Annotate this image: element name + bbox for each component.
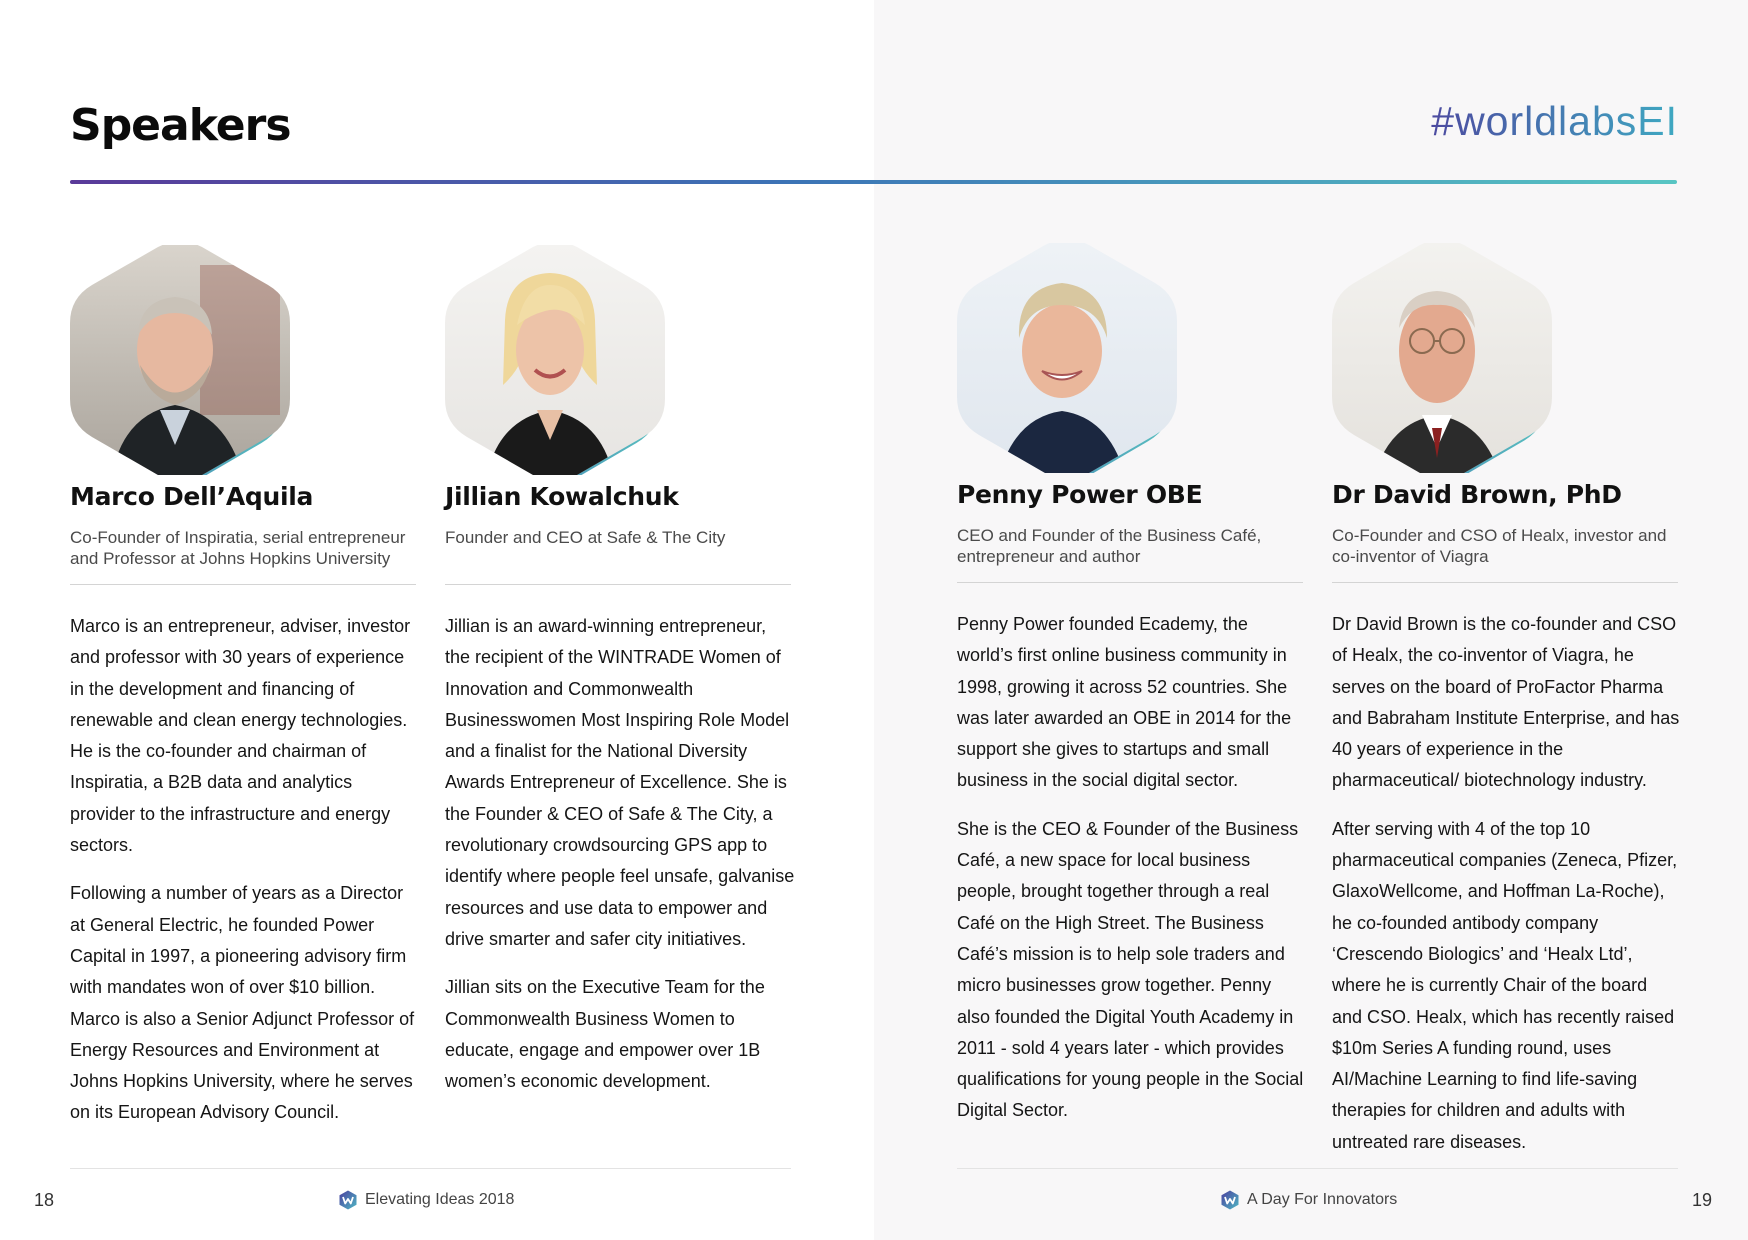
speaker-bio [1332,609,1682,1175]
portrait-man-icon [1332,243,1562,473]
hashtag: #worldlabsEI [1431,98,1678,144]
speaker-divider [1332,582,1678,583]
speaker-divider [957,582,1303,583]
page-number-left: 18 [34,1190,55,1210]
speaker-divider [70,584,416,585]
speaker-role: Co-Founder and CSO of Healx, investor and co-inventor of Viagra [1332,526,1667,566]
footer-left [338,1190,514,1210]
speaker-name: Marco Dell’Aquila [70,482,314,511]
speaker-divider [445,584,791,585]
footer-rule-right [957,1168,1678,1169]
bio-paragraph: She is the CEO & Founder of the Business Café, a new space for local business people, brought together through a real Café on the High Street. The Business Café’s mission is to help sole traders and micro businesses grow together. Penny also founded the Digital Youth Academy in 2011 - sold 4 years later - which provides qualifications for young people in the Social Digital Sector. [957,818,1304,1121]
speaker-bio [957,609,1307,1144]
bio-paragraph: Penny Power founded Ecademy, the world’s first online business community in 1998, growing it across 52 countries. She was later awarded an OBE in 2014 for the support she gives to startups and small business in the social digital sector. [957,614,1292,791]
speaker-bio [445,611,795,1114]
bio-paragraph: Marco is an entrepreneur, adviser, investor and professor with 30 years of experience in the development and financing of renewable and clean energy technologies. He is the co-founder and chairman of Inspiratia, a B2B data and analytics provider to the infrastructure and energy sectors. [70,616,411,856]
bio-paragraph: Jillian is an award-winning entrepreneur, the recipient of the WINTRADE Women of Innovation and Commonwealth Businesswomen Most Inspiring Role Model and a finalist for the National Diversity Awards Entrepreneur of Excellence. She is the Founder & CEO of Safe & The City, a revolutionary crowdsourcing GPS app to identify where people feel unsafe, galvanise resources and use data to empower and drive smarter and safer city initiatives. [445,616,795,949]
footer-rule-left [70,1168,791,1169]
footer-right-label: A Day For Innovators [1247,1191,1398,1208]
page-title: Speakers [70,100,291,151]
speaker-role: CEO and Founder of the Business Café, entrepreneur and author [957,526,1262,566]
speaker-name: Penny Power OBE [957,480,1203,509]
bio-paragraph: Jillian sits on the Executive Team for the Commonwealth Business Women to educate, engage and empower over 1B women’s economic development. [445,977,765,1092]
page-number-right: 19 [1692,1190,1713,1210]
worldlabs-logo-icon [1220,1190,1240,1210]
speaker-bio [70,611,420,1146]
portrait-man-icon [70,245,300,475]
portrait-woman-icon [445,245,675,475]
portrait-woman-icon [957,243,1187,473]
header-gradient-rule [70,180,1677,184]
speaker-role: Co-Founder of Inspiratia, serial entrepreneur and Professor at Johns Hopkins University [70,528,406,568]
worldlabs-logo-icon [338,1190,358,1210]
bio-paragraph: Dr David Brown is the co-founder and CSO of Healx, the co-inventor of Viagra, he serves on the board of ProFactor Pharma and Babraham Institute Enterprise, and has 40 years of experience in the pharmaceutical/ biotechnology industry. [1332,614,1680,791]
speaker-role: Founder and CEO at Safe & The City [445,528,726,547]
footer-left-label: Elevating Ideas 2018 [365,1191,515,1208]
speaker-name: Dr David Brown, PhD [1332,480,1622,509]
bio-paragraph: Following a number of years as a Director at General Electric, he founded Power Capital in 1997, a pioneering advisory firm with mandates won of over $10 billion. Marco is also a Senior Adjunct Professor of Energy Resources and Environment at Johns Hopkins University, where he serves on its European Advisory Council. [70,883,415,1123]
footer-right [1220,1190,1397,1210]
speaker-name: Jillian Kowalchuk [445,482,679,511]
bio-paragraph: After serving with 4 of the top 10 pharmaceutical companies (Zeneca, Pfizer, GlaxoWellcome, and Hoffman La-Roche), he co-founded antibody company ‘Crescendo Biologics’ and ‘Healx Ltd’, where he is currently Chair of the board and CSO. Healx, which has recently raised $10m Series A funding round, uses AI/Machine Learning to find life-saving therapies for children and adults with untreated rare diseases. [1332,818,1678,1152]
